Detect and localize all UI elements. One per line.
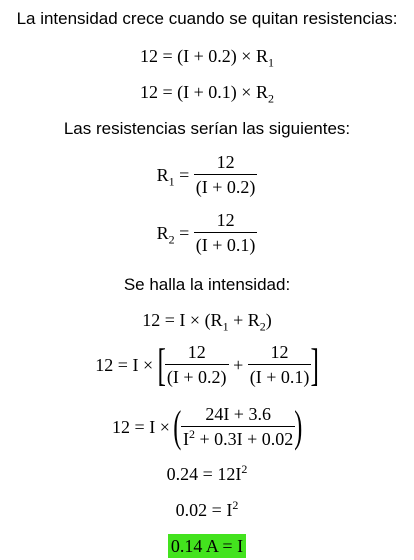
variable-r: R (156, 222, 169, 243)
equation-text: ) (265, 310, 272, 330)
denominator: (I + 0.1) (248, 364, 312, 387)
equation-text: 12 = (I + 0.2) × R (140, 46, 268, 66)
denominator: (I + 0.2) (194, 174, 258, 197)
subscript: 1 (267, 55, 274, 70)
equation-series-sum (0, 308, 414, 332)
heading-resistances: Las resistencias serían las siguientes: (63, 119, 351, 138)
equation-fraction-sum (0, 338, 414, 390)
equation-lhs (157, 163, 194, 187)
numerator: 12 (187, 342, 206, 362)
numerator: 24I + 3.6 (205, 404, 271, 424)
variable-r: R (156, 164, 169, 185)
fraction (181, 404, 295, 449)
equation-text: + R (228, 310, 260, 330)
close-paren: ) (294, 401, 303, 451)
close-bracket: ] (310, 338, 320, 390)
fraction-2 (248, 342, 312, 387)
numerator: 12 (270, 342, 289, 362)
equation-r2-fraction (0, 210, 414, 255)
plus-sign: + (233, 354, 244, 375)
heading-find-current: Se halla la intensidad: (123, 275, 291, 294)
equation-r1-fraction (0, 152, 414, 197)
fraction (194, 152, 258, 197)
subscript: 2 (168, 232, 175, 247)
equation-text: 0.24 = 12I (166, 464, 242, 484)
fraction (194, 210, 258, 255)
equation-square (0, 498, 414, 522)
denominator (181, 426, 295, 449)
fraction-1 (165, 342, 229, 387)
numerator: 12 (216, 152, 235, 172)
heading-current-increases: La intensidad crece cuando se quitan resistencias: (16, 9, 398, 28)
equation-r1-relation (0, 44, 414, 68)
subscript: 2 (259, 319, 266, 334)
equation-lhs (157, 221, 194, 245)
subscript: 1 (222, 319, 229, 334)
equation-quadratic (0, 462, 414, 486)
numerator: 12 (216, 210, 235, 230)
denominator-variable: I (183, 429, 189, 449)
equation-text: 0.02 = I (175, 500, 233, 520)
equation-combined-fraction (0, 401, 414, 451)
superscript: 2 (232, 498, 239, 512)
result-row (0, 534, 414, 558)
equals-sign: = (174, 222, 194, 243)
denominator: (I + 0.2) (165, 364, 229, 387)
equation-text: 12 = I × (95, 354, 154, 375)
result-highlight: 0.14 A = I (168, 534, 246, 558)
open-bracket: [ (157, 338, 166, 390)
subscript: 1 (168, 174, 175, 189)
equation-text: 12 = I × (R (142, 310, 223, 330)
superscript: 2 (189, 427, 195, 441)
subscript: 2 (267, 91, 274, 106)
equation-text: 12 = (I + 0.1) × R (140, 82, 268, 102)
equation-r2-relation (0, 80, 414, 104)
denominator-rest: + 0.3I + 0.02 (195, 429, 294, 449)
equation-text: 12 = I × (112, 416, 170, 437)
open-paren: ( (173, 401, 182, 451)
equals-sign: = (174, 164, 194, 185)
superscript: 2 (241, 462, 248, 476)
denominator: (I + 0.1) (194, 232, 258, 255)
